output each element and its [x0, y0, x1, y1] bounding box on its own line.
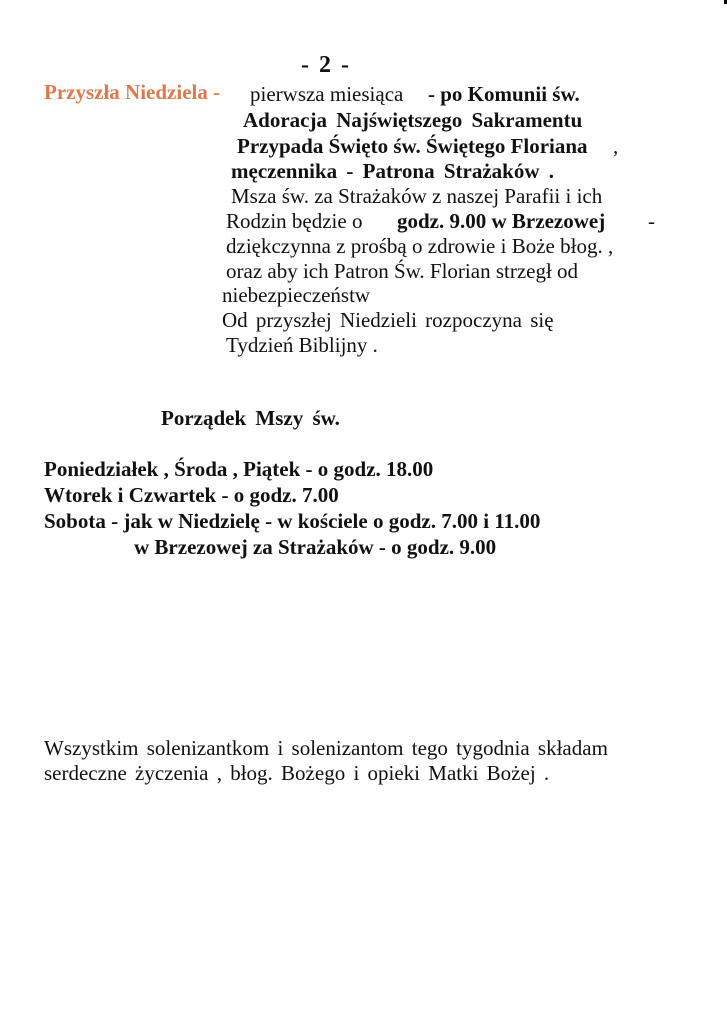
wishes-line2: serdeczne życzenia , błog. Bożego i opieki Matki Bożej .: [44, 761, 550, 785]
announcement-line5: Msza św. za Strażaków z naszej Parafii i ich: [231, 184, 603, 208]
mass-row-weekdays: Poniedziałek , Środa , Piątek - o godz. 18.00: [44, 457, 434, 481]
mass-schedule-heading: Porządek Mszy św.: [161, 406, 340, 430]
announcement-line6-c: -: [648, 209, 655, 233]
announcement-line11: Tydzień Biblijny .: [226, 333, 378, 357]
announcement-line1-a: pierwsza miesiąca: [250, 82, 404, 106]
mass-row-tue-thu: Wtorek i Czwartek - o godz. 7.00: [44, 483, 339, 507]
announcement-line6-a: Rodzin będzie o: [226, 209, 363, 233]
page-number: - 2 -: [301, 52, 351, 78]
sunday-title: Przyszła Niedziela -: [44, 80, 221, 104]
mass-row-brzezowa: w Brzezowej za Strażaków - o godz. 9.00: [134, 535, 497, 559]
mass-row-saturday: Sobota - jak w Niedzielę - w kościele o godz. 7.00 i 11.00: [44, 509, 541, 533]
announcement-line8: oraz aby ich Patron Św. Florian strzegł od: [226, 259, 579, 283]
announcement-line3-b: ,: [613, 134, 619, 158]
announcement-line7: dziękczynna z prośbą o zdrowie i Boże błog. ,: [226, 234, 614, 258]
announcement-line3-a: Przypada Święto św. Świętego Floriana: [237, 134, 588, 158]
announcement-line9: niebezpieczeństw: [222, 283, 371, 307]
wishes-line1: Wszystkim solenizantkom i solenizantom tego tygodnia składam: [44, 736, 608, 760]
announcement-line1-b: - po Komunii św.: [428, 82, 580, 106]
announcement-line6-b: godz. 9.00 w Brzezowej: [397, 209, 606, 233]
announcement-line2: Adoracja Najświętszego Sakramentu: [243, 108, 583, 132]
announcement-line4: męczennika - Patrona Strażaków .: [231, 159, 554, 183]
announcement-line10: Od przyszłej Niedzieli rozpoczyna się: [222, 308, 554, 332]
